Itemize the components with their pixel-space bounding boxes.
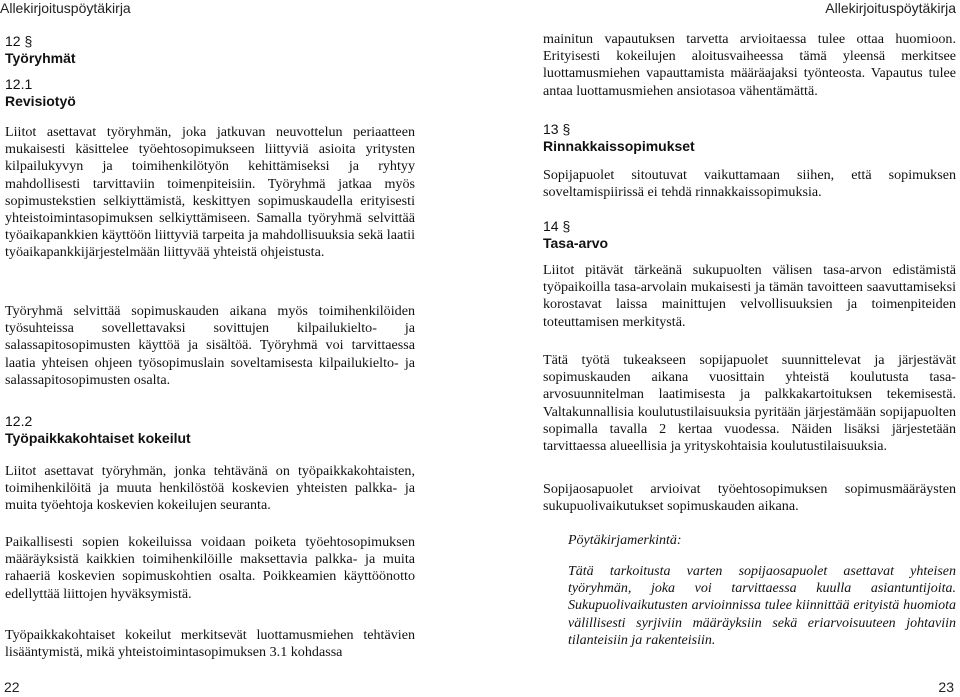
paragraph-continued: mainitun vapautuksen tarvetta arvioitaessa tulee ottaa huomioon. Erityisesti kokeilujen aloitusvaiheessa tämä yleensä merkitsee luottamusmiehen vapauttamista määräajaksi työnteosta. Vapautus tulee antaa luottamusmiehen ansiotasoa vähentämättä. <box>543 31 956 99</box>
section-12-number: 12 § <box>5 33 33 49</box>
section-13-title: Rinnakkaissopimukset <box>543 138 695 154</box>
paragraph-12-2-a: Liitot asettavat työryhmän, jonka tehtävänä on työpaikkakohtaisten, toimihenkilöitä ja muuta henkilöstöä koskevien yhteisten palkka- ja muita työehtoja koskevien kokeilujen seuranta. <box>5 463 415 514</box>
subsection-12-2-number: 12.2 <box>5 413 33 429</box>
subsection-12-1-number: 12.1 <box>5 76 33 92</box>
section-12-title: Työryhmät <box>5 50 76 66</box>
subsection-12-1-title: Revisiotyö <box>5 93 76 109</box>
paragraph-12-1-b: Työryhmä selvittää sopimuskauden aikana myös toimihenkilöiden työsuhteissa sovellettavaksi sovittujen kilpailukielto- ja salassapitosopimusten käyttöä ja sisältöä. Työryhmä voi tarvittaessa laatia yhteisen ohjeen työsopimuslain soveltamisesta kilpailukielto- ja salassapitosopimusten osalta. <box>5 303 415 388</box>
subsection-12-2-title: Työpaikkakohtaiset kokeilut <box>5 430 191 446</box>
protocol-note-title: Pöytäkirjamerkintä: <box>568 533 682 548</box>
protocol-note <box>568 532 956 649</box>
paragraph-12-1-a: Liitot asettavat työryhmän, joka jatkuvan neuvottelun periaatteen mukaisesti käsittelee työehtosopimukseen liittyviä asioita yritysten kilpailukyvyn ja toimihenkilötyön kehittämiseksi ja ryhtyy mahdollisesti tarvittaviin toimenpiteisiin. Työryhmä jatkaa myös sopimustekstien selkiyttämistä, keskittyen sopimuskaudella erityisesti yhteistoimintasopimuksen selkiyttämiseen. Samalla työryhmä selvittää työaikapankkien käyttöön liittyviä tarpeita ja mahdollisuuksia sekä laatii työaikapankkijärjestelmään liittyvää yhteistä ohjeistusta. <box>5 124 415 261</box>
header-left: Allekirjoituspöytäkirja <box>0 0 131 16</box>
paragraph-12-2-c: Työpaikkakohtaiset kokeilut merkitsevät luottamusmiehen tehtävien lisääntymistä, mikä yhteistoimintasopimuksen 3.1 kohdassa <box>5 627 415 661</box>
section-14-title: Tasa-arvo <box>543 235 609 251</box>
paragraph-14-b: Tätä työtä tukeakseen sopijapuolet suunnittelevat ja järjestävät sopimuskauden aikana vuosittain yhteistä koulutusta tasa-arvosuunnitelman laatimisesta ja palkkakartoituksen tekemisestä. Valtakunnallisia koulutustilaisuuksia pyritään järjestämään sopijapuolten sopimalla tavalla 2 kertaa vuodessa. Näiden lisäksi järjestetään tarvittaessa alueellisia ja yrityskohtaisia koulutustilaisuuksia. <box>543 352 956 455</box>
page-number-left: 22 <box>4 679 20 695</box>
paragraph-14-a: Liitot pitävät tärkeänä sukupuolten välisen tasa-arvon edistämistä työpaikoilla tasa-arvolain mukaisesti ja tämän tavoitteen saavuttamiseksi korostavat laissa mainittujen velvollisuuksien ja toimenpiteiden toteuttamisen merkitystä. <box>543 262 956 330</box>
section-13-number: 13 § <box>543 121 571 137</box>
header-right: Allekirjoituspöytäkirja <box>825 0 956 16</box>
section-14-number: 14 § <box>543 218 571 234</box>
paragraph-14-c: Sopijaosapuolet arvioivat työehtosopimuksen sopimusmääräysten sukupuolivaikutukset sopimuskauden aikana. <box>543 481 956 515</box>
protocol-note-text: Tätä tarkoitusta varten sopijaosapuolet asettavat yhteisen työryhmän, joka voi tarvittaessa kuulla asiantuntijoita. Sukupuolivaikutusten arvioinnissa tulee kiinnittää erityistä huomiota välillisesti syrjiviin määräyksiin sekä eriarvoisuuteen johtaviin tilanteisiin ja rakenteisiin. <box>568 564 956 648</box>
page-number-right: 23 <box>938 679 954 695</box>
paragraph-13: Sopijapuolet sitoutuvat vaikuttamaan siihen, että sopimuksen soveltamispiirissä ei tehdä rinnakkaissopimuksia. <box>543 167 956 201</box>
paragraph-12-2-b: Paikallisesti sopien kokeiluissa voidaan poiketa työehtosopimuksen määräyksistä kaikkien toimihenkilöille maksettavia palkka- ja muita rahaeriä koskevien sopimuskohtien osalta. Poikkeamien käyttöönotto edellyttää liittojen hyväksymistä. <box>5 534 415 602</box>
